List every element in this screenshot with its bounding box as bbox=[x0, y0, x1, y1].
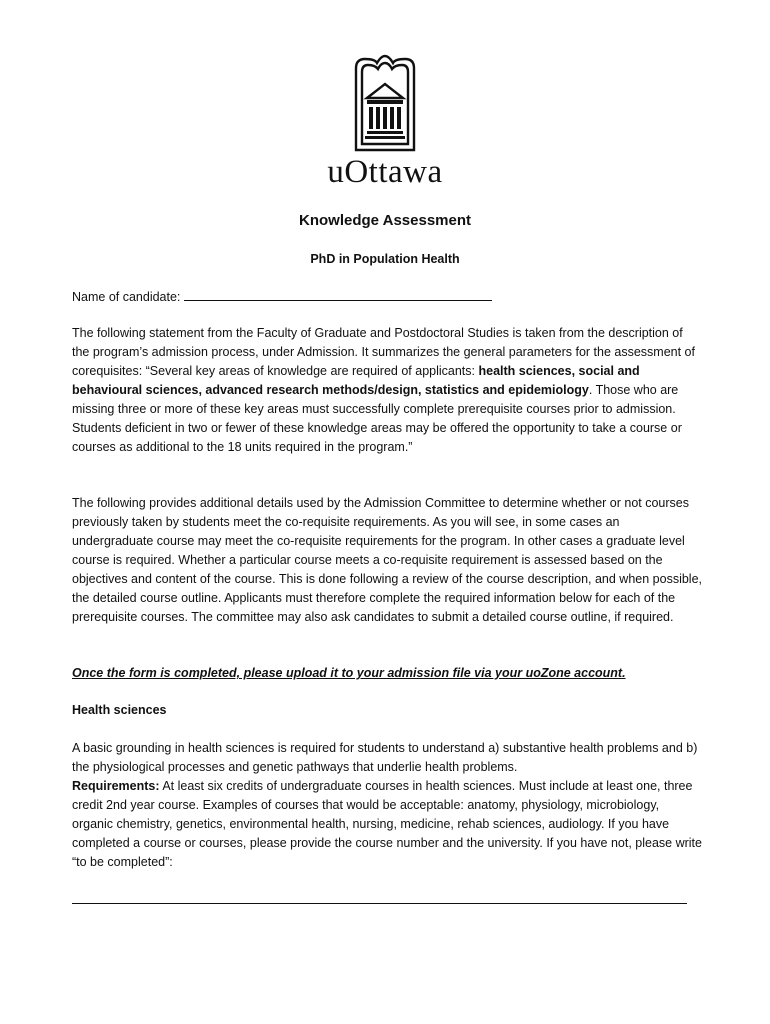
document-title: Knowledge Assessment bbox=[299, 212, 471, 229]
candidate-name-label: Name of candidate: bbox=[72, 290, 181, 304]
requirements-label: Requirements: bbox=[72, 779, 160, 793]
committee-details-paragraph: The following provides additional details used by the Admission Committee to determine whether or not courses previously taken by students meet the co-requisite requirements. As you will see, in some cases an undergraduate course may meet the co-requisite requirements for the program. In other cases a graduate level course is required. Whether a particular course meets a co-requisite requirement is assessed based on the objectives and content of the course. This is done following a review of the course description, and when possible, the detailed course outline. Applicants must therefore complete the required information below for each of the prerequisite courses. The committee may also ask candidates to submit a detailed course outline, if required. bbox=[72, 496, 702, 624]
university-logo bbox=[0, 54, 770, 189]
university-building-icon bbox=[353, 54, 417, 152]
program-subtitle: PhD in Population Health bbox=[310, 252, 460, 266]
candidate-name-row bbox=[72, 287, 702, 307]
requirements-text: At least six credits of undergraduate courses in health sciences. Must include at least one, three credit 2nd year course. Examples of courses that would be acceptable: anatomy, physiology, microbiology, organic chemistry, genetics, environmental health, nursing, medicine, rehab sciences, audiology. If you have completed a course or courses, please provide the course number and the university. If you have not, please write “to be completed”: bbox=[72, 779, 702, 869]
course-answer-field[interactable] bbox=[72, 903, 687, 904]
key-areas-list: health sciences, social and behavioural sciences, advanced research methods/design, statistics and epidemiology bbox=[72, 364, 640, 397]
health-sciences-paragraph bbox=[72, 739, 702, 872]
section-heading: Health sciences bbox=[72, 703, 167, 717]
paragraph1-lead: The following statement from the Faculty of Graduate and Postdoctoral Studies is taken from the description of the program’s admission process, under Admission. It summarizes the general parameters for the assessment of corequisites: “Several key areas of knowledge are required of applicants: bbox=[72, 326, 695, 378]
paragraph1-tail: . Those who are missing three or more of these key areas must successfully complete prerequisite courses prior to admission. Students deficient in two or fewer of these knowledge areas may be offered the opportunity to take a course or courses as additional to the 18 units required in the program.” bbox=[72, 383, 682, 454]
health-sciences-intro: A basic grounding in health sciences is required for students to understand a) substantive health problems and b) the physiological processes and genetic pathways that underlie health problems. bbox=[72, 741, 698, 774]
university-wordmark: uOttawa bbox=[327, 154, 443, 190]
candidate-name-field[interactable] bbox=[184, 287, 492, 301]
fgps-statement-paragraph bbox=[72, 324, 702, 457]
upload-notice: Once the form is completed, please upload it to your admission file via your uoZone account. bbox=[72, 666, 626, 680]
